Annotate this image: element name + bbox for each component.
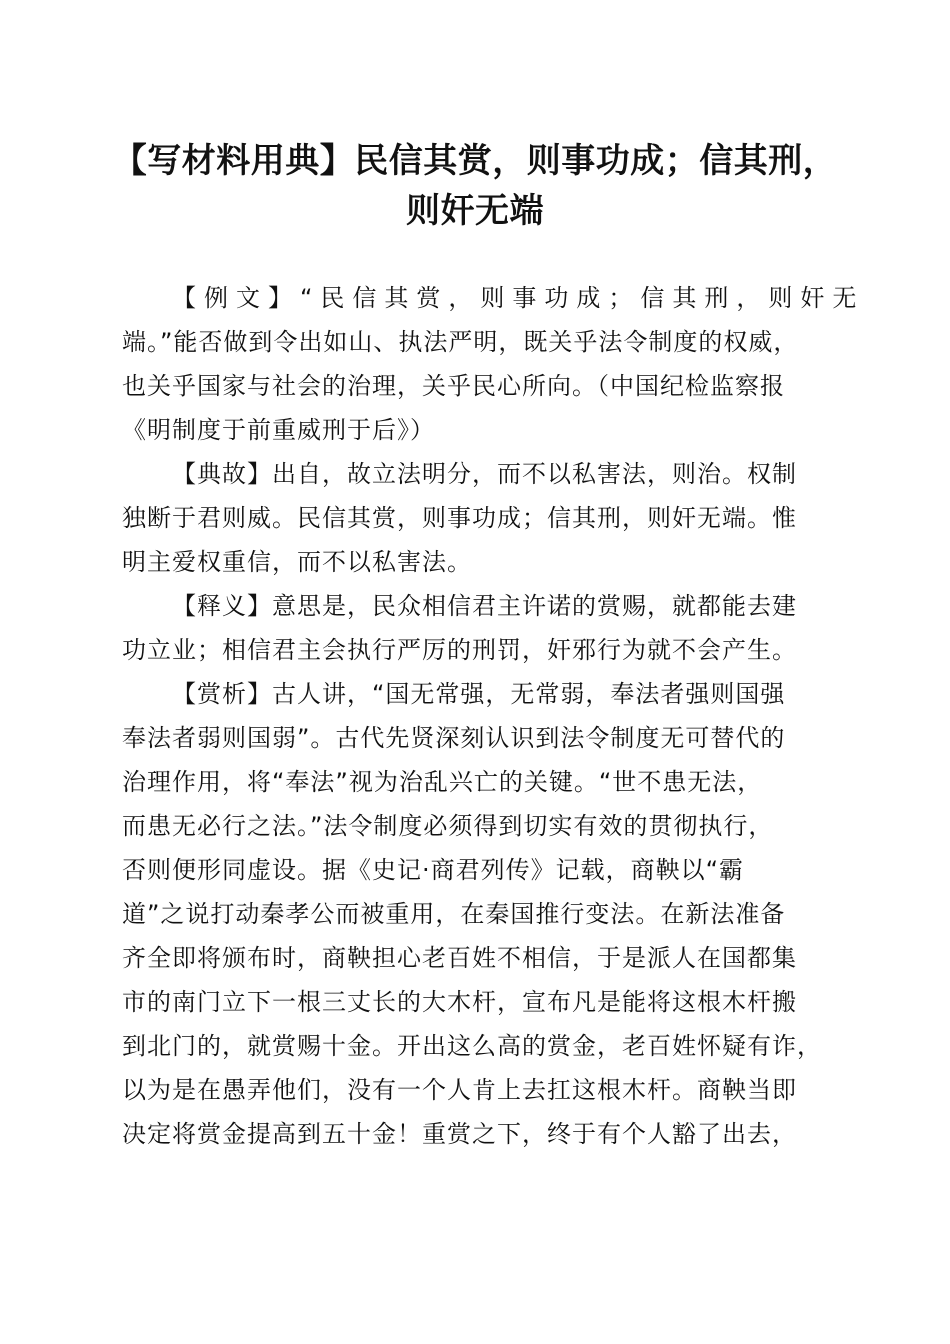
analysis-paragraph-line: 市的南门立下一根三丈长的大木杆，宣布凡是能将这根木杆搬 (122, 988, 797, 1016)
allusion-paragraph-line: 独断于君则威。民信其赏，则事功成；信其刑，则奸无端。惟 (122, 504, 797, 532)
example-paragraph-line: 《明制度于前重威刑于后》） (122, 416, 435, 444)
title-line: 则奸无端 (406, 191, 544, 231)
analysis-paragraph-line: 齐全即将颁布时，商鞅担心老百姓不相信，于是派人在国都集 (122, 944, 797, 972)
meaning-paragraph-line: 功立业；相信君主会执行严厉的刑罚，奸邪行为就不会产生。 (122, 636, 797, 664)
analysis-paragraph-line: 而患无必行之法。”法令制度必须得到切实有效的贯彻执行， (122, 812, 774, 840)
meaning-paragraph-line: 【释义】意思是，民众相信君主许诺的赏赐，就都能去建 (172, 592, 797, 620)
analysis-paragraph-line: 奉法者弱则国弱”。古代先贤深刻认识到法令制度无可替代的 (122, 724, 786, 752)
analysis-paragraph-line: 治理作用，将“奉法”视为治乱兴亡的关键。“世不患无法， (122, 768, 763, 796)
analysis-paragraph-line: 道”之说打动秦孝公而被重用，在秦国推行变法。在新法准备 (122, 900, 786, 928)
allusion-paragraph-line: 明主爱权重信，而不以私害法。 (122, 548, 472, 576)
document-body (122, 276, 865, 1156)
analysis-paragraph-line: 【赏析】古人讲，“国无常强，无常弱，奉法者强则国强 (172, 680, 786, 708)
document-title (100, 136, 850, 236)
analysis-paragraph-line: 到北门的，就赏赐十金。开出这么高的赏金，老百姓怀疑有诈， (122, 1032, 822, 1060)
analysis-paragraph-line: 以为是在愚弄他们，没有一个人肯上去扛这根木杆。商鞅当即 (122, 1076, 797, 1104)
example-paragraph-line: 也关乎国家与社会的治理，关乎民心所向。（中国纪检监察报 (122, 372, 785, 400)
example-paragraph-line: 【例文】“民信其赏，则事功成；信其刑，则奸无 (172, 284, 865, 312)
analysis-paragraph-line: 决定将赏金提高到五十金！重赏之下，终于有个人豁了出去， (122, 1120, 797, 1148)
title-line: 【写材料用典】民信其赏，则事功成；信其刑， (112, 141, 838, 181)
example-paragraph-line: 端。”能否做到令出如山、执法严明，既关乎法令制度的权威， (122, 328, 799, 356)
analysis-paragraph-line: 否则便形同虚设。据《史记·商君列传》记载，商鞅以“霸 (122, 856, 745, 884)
allusion-paragraph-line: 【典故】出自，故立法明分，而不以私害法，则治。权制 (172, 460, 797, 488)
